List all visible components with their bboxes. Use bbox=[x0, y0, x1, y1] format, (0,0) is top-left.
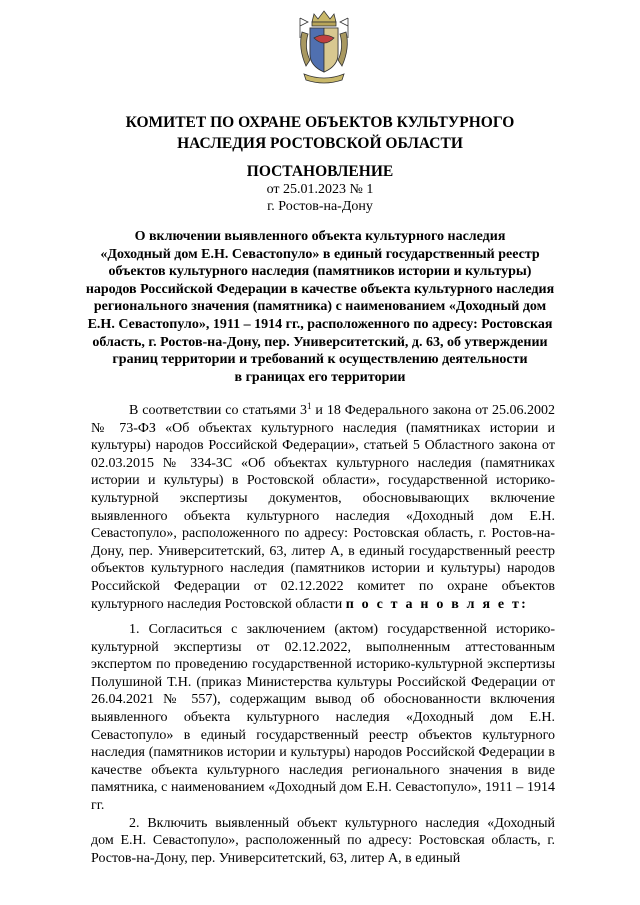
resolution-item-2: 2. Включить выявленный объект культурного наследия «Доходный дом Е.Н. Севастопуло», расположенный по адресу: Ростовская область, г. Ростов-на-Дону, пер. Университетский, 63, литер А, в единый bbox=[91, 815, 555, 866]
decree-meta bbox=[60, 181, 580, 215]
article-superscript: 1 bbox=[306, 401, 312, 411]
subject-line: объектов культурного наследия (памятников истории и культуры) bbox=[108, 264, 532, 280]
decree-subject bbox=[84, 228, 556, 386]
committee-name-line-1: КОМИТЕТ ПО ОХРАНЕ ОБЪЕКТОВ КУЛЬТУРНОГО bbox=[125, 114, 515, 131]
preamble-paragraph bbox=[91, 402, 555, 613]
subject-line: область, г. Ростов-на-Дону, пер. Университетский, д. 63, об утверждении bbox=[92, 334, 548, 350]
preamble-rest: и 18 Федерального закона от 25.06.2002 № 73-ФЗ «Об объектах культурного наследия (памятниках истории и культуры) народов Российской Федерации», статьей 5 Областного закона от 02.03.2015 № 334-ЗС «Об объектах культурного наследия (памятниках истории и культуры) в Ростовской области», государственной историко-культурной экспертизы документов, обосновывающих включение выявленного объекта культурного наследия «Доходный дом Е.Н. Севастопуло», расположенного по адресу: Ростовская область, г. Ростов-на-Дону, пер. Университетский, 63, литер А, в единый государственный реестр объектов культурного наследия (памятников истории и культуры) народов Российской Федерации от 02.12.2022 комитет по охране объектов культурного наследия Ростовской области bbox=[91, 403, 555, 612]
subject-line: в границах его территории bbox=[234, 369, 406, 385]
subject-line: регионального значения (памятника) с наименованием «Доходный дом bbox=[93, 299, 547, 315]
decree-type: ПОСТАНОВЛЕНИЕ bbox=[246, 163, 394, 180]
committee-name-line-2: НАСЛЕДИЯ РОСТОВСКОЙ ОБЛАСТИ bbox=[177, 135, 463, 152]
decree-city: г. Ростов-на-Дону bbox=[267, 199, 373, 214]
subject-line: «Доходный дом Е.Н. Севастопуло» в единый государственный реестр bbox=[100, 246, 540, 262]
subject-line: народов Российской Федерации в качестве объекта культурного наследия bbox=[85, 281, 555, 297]
subject-line: О включении выявленного объекта культурного наследия bbox=[134, 229, 506, 244]
resolves-word: п о с т а н о в л я е т: bbox=[345, 596, 528, 612]
decree-date-number: от 25.01.2023 № 1 bbox=[266, 182, 374, 197]
committee-header bbox=[60, 112, 580, 154]
preamble-section bbox=[91, 402, 555, 613]
subject-line: границ территории и требований к осуществлению деятельности bbox=[112, 352, 528, 368]
preamble-start: В соответствии со статьями 3 bbox=[129, 403, 307, 418]
coat-of-arms-icon bbox=[296, 8, 352, 86]
resolution-item-1: 1. Согласиться с заключением (актом) государственной историко-культурной экспертизы от 02.12.2022, выполненным аттестованным экспертом по проведению государственной историко-культурной экспертизы Полушиной Т.Н. (приказ Министерства культуры Российской Федерации от 26.04.2021 № 557), содержащим вывод об обоснованности включения выявленного объекта культурного наследия «Доходный дом Е.Н. Севастопуло» в единый государственный реестр объектов культурного наследия (памятников истории и культуры) народов Российской Федерации в качестве объекта культурного наследия регионального значения в виде памятника, с наименованием «Доходный дом Е.Н. Севастопуло», 1911 – 1914 гг. bbox=[91, 622, 555, 813]
subject-line: Е.Н. Севастопуло», 1911 – 1914 гг., расположенного по адресу: Ростовская bbox=[87, 316, 553, 332]
resolution-items bbox=[91, 621, 555, 867]
